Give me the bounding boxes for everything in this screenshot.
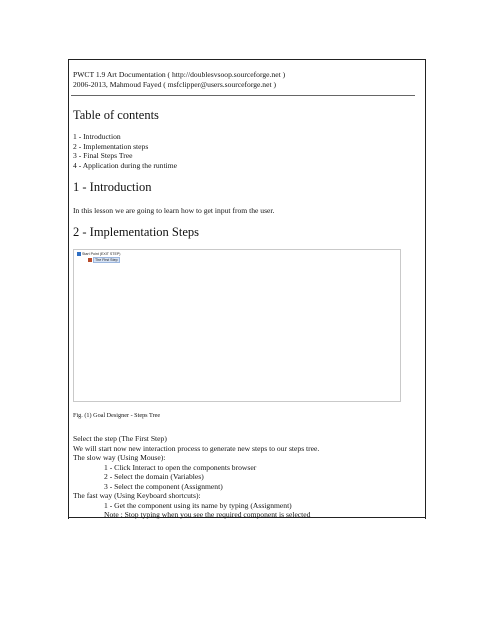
root-step-icon	[77, 252, 81, 256]
page-bottom-rule	[68, 517, 426, 518]
introduction-heading: 1 - Introduction	[73, 180, 152, 194]
step-icon	[88, 258, 92, 262]
instruction-line: The slow way (Using Mouse):	[73, 453, 166, 462]
toc-item-final-steps-tree: 3 - Final Steps Tree	[73, 151, 133, 160]
implementation-heading: 2 - Implementation Steps	[73, 225, 200, 239]
instruction-line: 1 - Get the component using its name by typing (Assignment)	[104, 500, 292, 510]
document-page	[68, 59, 426, 519]
instruction-line: Note : Stop typing when you see the required component is selected	[104, 510, 311, 519]
tree-root-node	[77, 252, 120, 256]
figure-caption: Fig. (1) Goal Designer - Steps Tree	[73, 412, 161, 419]
tree-child-label: The First Step	[95, 258, 118, 262]
instruction-line: 3 - Select the component (Assignment)	[104, 481, 223, 491]
instruction-line: The fast way (Using Keyboard shortcuts):	[73, 491, 201, 500]
instruction-line: We will start now new interaction process to generate new steps to our steps tree.	[73, 443, 320, 453]
instruction-line: Select the step (The First Step)	[73, 434, 167, 443]
toc-list	[73, 132, 177, 170]
tree-child-node	[88, 257, 120, 263]
toc-item-implementation-steps: 2 - Implementation steps	[73, 141, 149, 151]
implementation-instructions	[73, 434, 319, 520]
header-title-line: PWCT 1.9 Art Documentation ( http://doublesvsoop.sourceforge.net )	[73, 70, 286, 79]
instruction-line: 1 - Click Interact to open the components browser	[104, 462, 257, 472]
tree-root-label: Start Point (EXIT STEP)	[82, 252, 121, 256]
toc-item-application-runtime: 4 - Application during the runtime	[73, 160, 177, 170]
instruction-line: 2 - Select the domain (Variables)	[104, 472, 204, 481]
document-header	[73, 70, 285, 90]
introduction-text: In this lesson we are going to learn how to get input from the user.	[73, 206, 275, 215]
header-author-line: 2006-2013, Mahmoud Fayed ( msfclipper@users.sourceforge.net )	[73, 80, 276, 89]
steps-tree-screenshot	[73, 249, 401, 402]
toc-heading: Table of contents	[73, 108, 159, 122]
toc-item-introduction: 1 - Introduction	[73, 132, 121, 141]
header-divider	[71, 95, 415, 96]
